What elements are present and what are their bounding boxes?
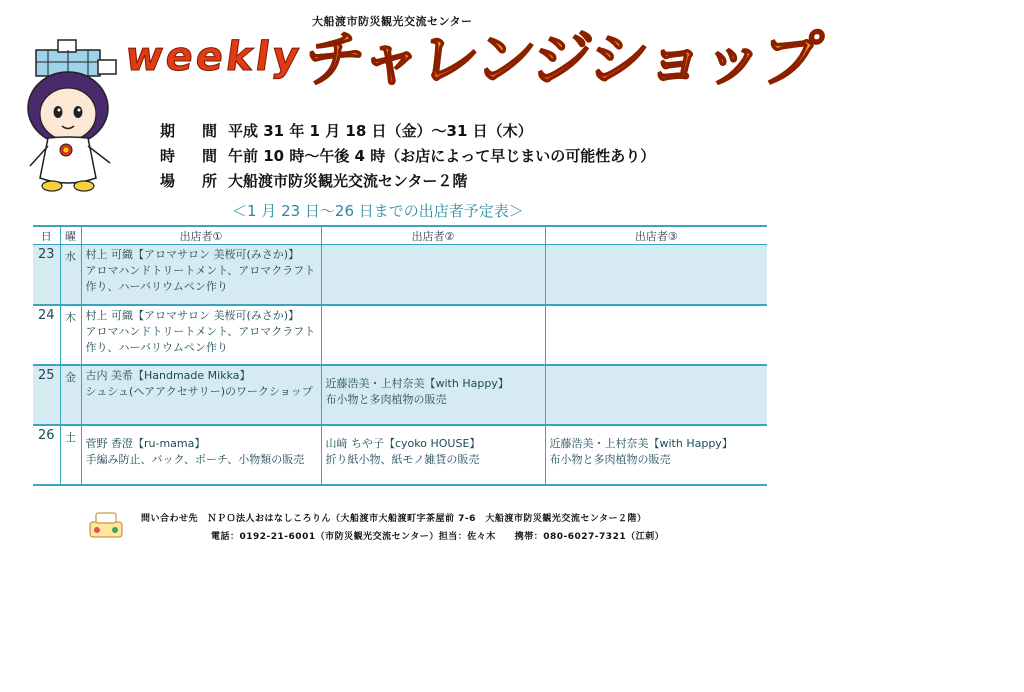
row-shop2	[321, 305, 545, 365]
row-day: 24	[33, 305, 60, 365]
row-shop3	[545, 365, 767, 425]
title-challenge-shop: チャレンジショップ	[301, 25, 824, 95]
row-shop2	[321, 245, 545, 305]
contact-line-address: 問い合わせ先 ＮＰＯ法人おはなしころりん（大船渡市大船渡町字茶屋前 7-6 大船渡市防災観光交流センター２階）	[141, 514, 647, 524]
row-shop2: 山﨑 ちや子【cyoko HOUSE】 折り紙小物、紙モノ雑貨の販売	[321, 425, 545, 485]
info-place-label: 場 所	[160, 172, 224, 190]
row-shop3: 近藤浩美・上村奈美【with Happy】 布小物と多肉植物の販売	[545, 425, 767, 485]
mascot-illustration	[18, 38, 133, 198]
row-dow: 木	[60, 305, 81, 365]
header-day: 日	[33, 226, 60, 245]
row-shop1: 古内 美希【Handmade Mikka】 シュシュ(ヘアアクセサリー)のワークショップ	[81, 365, 321, 425]
info-hours-row	[160, 145, 655, 166]
header-shop1: 出店者①	[81, 226, 321, 245]
info-hours-label: 時 間	[160, 147, 224, 165]
row-dow: 土	[60, 425, 81, 485]
header-dow: 曜	[60, 226, 81, 245]
header-shop2: 出店者②	[321, 226, 545, 245]
contact-line-phone: 電話：0192-21-6001（市防災観光交流センター）担当：佐々木 携帯：080-6027-7321（江刺）	[211, 532, 665, 542]
info-place-value: 大船渡市防災観光交流センター２階	[228, 172, 468, 190]
info-period-row	[160, 120, 533, 141]
info-period-value: 平成 31 年 1 月 18 日（金）～31 日（木）	[228, 122, 533, 140]
row-day: 23	[33, 245, 60, 305]
row-shop1: 村上 可織【アロマサロン 美桜可(みさか)】 アロマハンドトリートメント、アロマクラフト作り、ハーバリウムペン作り	[81, 245, 321, 305]
header-shop3: 出店者③	[545, 226, 767, 245]
row-day: 25	[33, 365, 60, 425]
row-dow: 金	[60, 365, 81, 425]
row-dow: 水	[60, 245, 81, 305]
info-place-row	[160, 170, 467, 191]
row-shop1: 村上 可織【アロマサロン 美桜可(みさか)】 アロマハンドトリートメント、アロマクラフト作り、ハーバリウムペン作り	[81, 305, 321, 365]
table-row	[33, 305, 767, 365]
row-day: 26	[33, 425, 60, 485]
row-shop3	[545, 305, 767, 365]
npo-logo	[88, 512, 124, 538]
table-row	[33, 365, 767, 425]
schedule-subtitle: ＜1 月 23 日～26 日までの出店者予定表＞	[232, 202, 524, 220]
title-weekly: weekly	[122, 34, 305, 80]
info-hours-value: 午前 10 時～午後 4 時（お店によって早じまいの可能性あり）	[228, 147, 656, 165]
venue-header-label: 大船渡市防災観光交流センター	[312, 15, 473, 28]
row-shop3	[545, 245, 767, 305]
info-period-label: 期 間	[160, 122, 224, 140]
table-row	[33, 245, 767, 305]
table-row	[33, 425, 767, 485]
schedule-table	[33, 225, 767, 486]
table-header-row	[33, 226, 767, 245]
row-shop1: 菅野 香澄【ru-mama】 手編み防止、バック、ポーチ、小物類の販売	[81, 425, 321, 485]
row-shop2: 近藤浩美・上村奈美【with Happy】 布小物と多肉植物の販売	[321, 365, 545, 425]
